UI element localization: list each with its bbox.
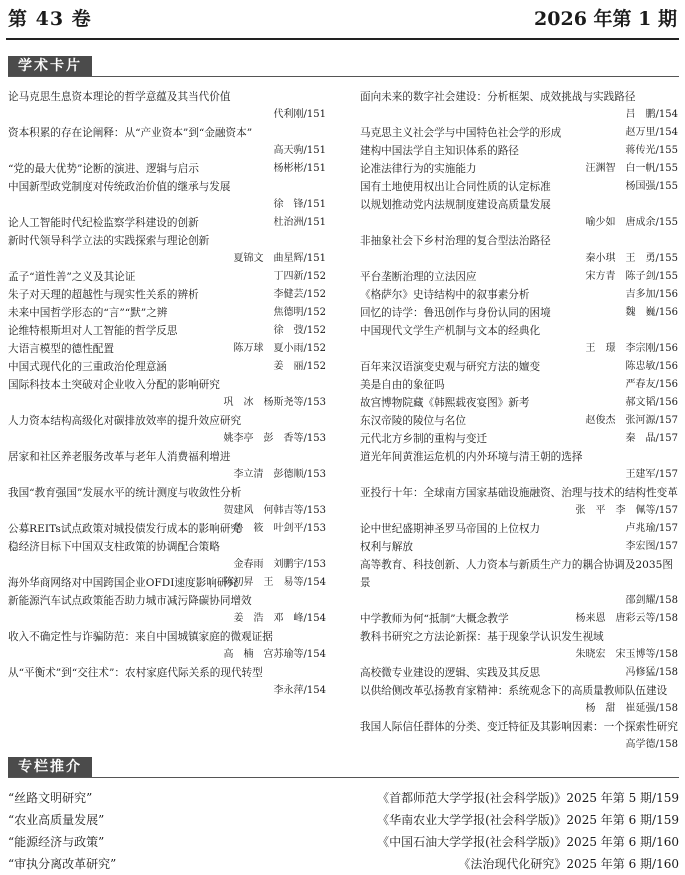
article-author-page: 杨来恩 唐彩云等/158 xyxy=(575,613,678,624)
right-column xyxy=(360,88,678,754)
article-author-page: 高 楠 宫苏瑜等/154 xyxy=(223,649,326,660)
article-title: 我国“教育强国”发展水平的统计测度与收敛性分析 xyxy=(8,487,242,499)
article-author-page: 杨彬彬/151 xyxy=(273,163,326,174)
article-title: 百年来汉语演变史观与研究方法的嬗变 xyxy=(360,361,541,373)
article-title: 我国人际信任群体的分类、变迁特征及其影响因素：一个探索性研究 xyxy=(360,721,678,733)
article-entry xyxy=(8,538,326,574)
article-author-page: 杨国强/155 xyxy=(625,181,678,192)
article-entry xyxy=(360,556,678,610)
article-entry xyxy=(8,484,326,520)
article-author-page: 姚李亭 彭 香等/153 xyxy=(223,433,326,444)
article-entry xyxy=(360,358,678,376)
article-title: 教科书研究之方法论新探：基于现象学认识发生视域 xyxy=(360,631,604,643)
article-author-page: 鲁 筱 叶剑平/153 xyxy=(233,523,326,534)
article-author-page: 张 平 李 佩等/157 xyxy=(575,505,678,516)
article-author-page: 杨 甜 崔延强/158 xyxy=(585,703,678,714)
column-name: “丝路文明研究” xyxy=(8,791,93,805)
article-author-page: 喻少如 唐成余/155 xyxy=(585,217,678,228)
article-entry xyxy=(360,268,678,286)
article-entry xyxy=(360,718,678,754)
article-entry xyxy=(360,448,678,484)
article-author-page: 王建军/157 xyxy=(625,469,678,480)
article-author-page: 严春友/156 xyxy=(625,379,678,390)
article-author-page: 姜 浩 邓 峰/154 xyxy=(233,613,326,624)
article-title: 元代北方乡制的重构与变迁 xyxy=(360,433,488,445)
article-entry xyxy=(360,160,678,178)
article-title: 马克思主义社会学与中国特色社会学的形成 xyxy=(360,127,562,139)
article-author-page: 金春雨 刘鹏宇/153 xyxy=(233,559,326,570)
article-author-page: 代利刚/151 xyxy=(273,109,326,120)
article-entry xyxy=(360,412,678,430)
article-entry xyxy=(8,124,326,160)
article-entry xyxy=(8,88,326,124)
article-author-page: 姜 丽/152 xyxy=(273,361,326,372)
volume-label: 第 43 卷 xyxy=(8,8,92,30)
article-entry xyxy=(360,520,678,538)
article-title: 以供给侧改革弘扬教育家精神：系统观念下的高质量教师队伍建设 xyxy=(360,685,668,697)
article-entry xyxy=(8,268,326,286)
article-title: 中国新型政党制度对传统政治价值的继承与发展 xyxy=(8,181,231,193)
article-title: 亚投行十年：全球南方国家基础设施融资、治理与技术的结构性变革 xyxy=(360,487,678,499)
article-title: 论维特根斯坦对人工智能的哲学反思 xyxy=(8,325,178,337)
article-title: 东汉帝陵的陵位与名位 xyxy=(360,415,466,427)
article-entry xyxy=(8,628,326,664)
article-author-page: 杜治洲/151 xyxy=(273,217,326,228)
article-title: 从“平衡术”到“交往术”：农村家庭代际关系的现代转型 xyxy=(8,667,263,679)
article-entry xyxy=(8,448,326,484)
article-entry xyxy=(360,664,678,682)
article-title: 美是自由的象征吗 xyxy=(360,379,445,391)
article-author-page: 汪渊智 白一帆/155 xyxy=(585,163,678,174)
article-title: 未来中国哲学形态的“言”“默”之辨 xyxy=(8,307,168,319)
article-entry xyxy=(360,430,678,448)
article-title: 论准法律行为的实施能力 xyxy=(360,163,477,175)
article-title: “党的最大优势”论断的演进、逻辑与启示 xyxy=(8,163,199,175)
article-title: 新能源汽车试点政策能否助力城市减污降碳协同增效 xyxy=(8,595,252,607)
article-author-page: 巩 冰 杨斯尧等/153 xyxy=(223,397,326,408)
article-author-page: 高学德/158 xyxy=(625,739,678,750)
article-author-page: 王 璟 李宗刚/156 xyxy=(585,343,678,354)
column-recommend-row xyxy=(8,809,679,831)
article-entry xyxy=(360,394,678,412)
article-author-page: 丁四新/152 xyxy=(273,271,326,282)
article-entry xyxy=(8,286,326,304)
article-author-page: 秦小琪 王 勇/155 xyxy=(585,253,678,264)
article-author-page: 李宏图/157 xyxy=(625,541,678,552)
article-title: 以规划推动党内法规制度建设高质量发展 xyxy=(360,199,551,211)
article-author-page: 陈万球 夏小雨/152 xyxy=(233,343,326,354)
article-author-page: 吉多加/156 xyxy=(625,289,678,300)
article-author-page: 陈忠敏/156 xyxy=(625,361,678,372)
article-title: 资本积累的存在论阐释：从“产业资本”到“金融资本” xyxy=(8,127,253,139)
article-title: 朱子对天理的超越性与现实性关系的辨析 xyxy=(8,289,199,301)
article-author-page: 赵俊杰 张河源/157 xyxy=(585,415,678,426)
article-title: 建构中国法学自主知识体系的路径 xyxy=(360,145,519,157)
article-entry xyxy=(360,322,678,358)
article-title: 稳经济目标下中国双支柱政策的协调配合策略 xyxy=(8,541,220,553)
article-entry xyxy=(8,160,326,178)
article-title: 国际科技本土突破对企业收入分配的影响研究 xyxy=(8,379,220,391)
article-title: 高校微专业建设的逻辑、实践及其反思 xyxy=(360,667,541,679)
article-entry xyxy=(360,142,678,160)
article-entry xyxy=(360,232,678,268)
article-title: 回忆的诗学：鲁迅创作与身份认同的困境 xyxy=(360,307,551,319)
article-title: 故宫博物院藏《韩熙载夜宴图》新考 xyxy=(360,397,530,409)
article-entry xyxy=(360,682,678,718)
column-recommend-list xyxy=(8,787,679,875)
article-title: 孟子“道性善”之义及其论证 xyxy=(8,271,136,283)
article-title: 权利与解放 xyxy=(360,541,413,553)
article-author-page: 魏 巍/156 xyxy=(625,307,678,318)
column-recommend-row xyxy=(8,853,679,875)
article-entry xyxy=(360,610,678,628)
article-author-page: 秦 晶/157 xyxy=(625,433,678,444)
article-entry xyxy=(8,520,326,538)
article-author-page: 李永萍/154 xyxy=(273,685,326,696)
article-author-page: 朱晓宏 宋玉博等/158 xyxy=(575,649,678,660)
article-title: 大语言模型的德性配置 xyxy=(8,343,114,355)
article-entry xyxy=(8,592,326,628)
article-entry xyxy=(360,196,678,232)
article-author-page: 高天驹/151 xyxy=(273,145,326,156)
article-author-page: 蒋传光/155 xyxy=(625,145,678,156)
article-entry xyxy=(8,376,326,412)
journal-source: 《法治现代化研究》2025 年第 6 期/160 xyxy=(458,857,679,871)
article-entry xyxy=(360,538,678,556)
article-entry xyxy=(8,412,326,448)
journal-source: 《首都师范大学学报(社会科学版)》2025 年第 5 期/159 xyxy=(377,791,679,805)
article-title: 高等教育、科技创新、人力资本与新质生产力的耦合协调及2035图景 xyxy=(360,559,673,589)
article-entry xyxy=(8,358,326,376)
left-column xyxy=(8,88,326,700)
section-label-academic-cards: 学术卡片 xyxy=(8,56,92,77)
article-entry xyxy=(360,286,678,304)
article-entry xyxy=(360,484,678,520)
article-entry xyxy=(360,628,678,664)
article-title: 非抽象社会下乡村治理的复合型法治路径 xyxy=(360,235,551,247)
article-title: 道光年间黄淮运危机的内外环境与清王朝的选择 xyxy=(360,451,583,463)
section-divider xyxy=(8,777,679,778)
article-title: 人力资本结构高级化对碳排放效率的提升效应研究 xyxy=(8,415,242,427)
article-author-page: 宋方青 陈子剑/155 xyxy=(585,271,678,282)
article-entry xyxy=(8,178,326,214)
article-author-page: 贺建风 何韩吉等/153 xyxy=(223,505,326,516)
article-author-page: 焦德明/152 xyxy=(273,307,326,318)
article-title: 公募REITs试点政策对城投债发行成本的影响研究 xyxy=(8,523,241,535)
article-title: 平台垄断治理的立法因应 xyxy=(360,271,477,283)
article-title: 《格萨尔》史诗结构中的叙事素分析 xyxy=(360,289,530,301)
article-author-page: 郝文韬/156 xyxy=(625,397,678,408)
section-label-column-recommend: 专栏推介 xyxy=(8,757,92,778)
article-title: 论马克思生息资本理论的哲学意蕴及其当代价值 xyxy=(8,91,231,103)
article-author-page: 李立清 彭德顺/153 xyxy=(233,469,326,480)
article-author-page: 李健芸/152 xyxy=(273,289,326,300)
article-title: 新时代领导科学立法的实践探索与理论创新 xyxy=(8,235,210,247)
article-author-page: 夏锦文 曲星辉/151 xyxy=(233,253,326,264)
article-entry xyxy=(8,574,326,592)
article-author-page: 陈初昇 王 易等/154 xyxy=(223,577,326,588)
column-recommend-row xyxy=(8,787,679,809)
article-title: 居家和社区养老服务改革与老年人消费福利增进 xyxy=(8,451,231,463)
article-title: 中国式现代化的三重政治伦理意涵 xyxy=(8,361,167,373)
article-entry xyxy=(8,322,326,340)
article-author-page: 吕 鹏/154 xyxy=(625,109,678,120)
issue-label: 2026 年第 1 期 xyxy=(534,8,677,30)
article-title: 收入不确定性与诈骗防范：来自中国城镇家庭的微观证据 xyxy=(8,631,273,643)
article-author-page: 卢兆瑜/157 xyxy=(625,523,678,534)
header-rule xyxy=(6,38,679,40)
article-title: 国有土地使用权出让合同性质的认定标准 xyxy=(360,181,551,193)
article-title: 面向未来的数字社会建设：分析框架、成效挑战与实践路径 xyxy=(360,91,636,103)
column-recommend-row xyxy=(8,831,679,853)
article-author-page: 徐 弢/152 xyxy=(273,325,326,336)
article-title: 中国现代文学生产机制与文本的经典化 xyxy=(360,325,541,337)
article-entry xyxy=(360,376,678,394)
article-entry xyxy=(360,88,678,124)
article-entry xyxy=(360,178,678,196)
article-title: 海外华商网络对中国跨国企业OFDI速度影响研究 xyxy=(8,577,238,589)
column-name: “审执分离改革研究” xyxy=(8,857,117,871)
page-header xyxy=(8,4,677,32)
journal-source: 《中国石油大学学报(社会科学版)》2025 年第 6 期/160 xyxy=(377,835,679,849)
article-entry xyxy=(8,664,326,700)
journal-source: 《华南农业大学学报(社会科学版)》2025 年第 6 期/159 xyxy=(377,813,679,827)
article-entry xyxy=(8,304,326,322)
column-name: “农业高质量发展” xyxy=(8,813,105,827)
article-author-page: 赵万里/154 xyxy=(625,127,678,138)
column-name: “能源经济与政策” xyxy=(8,835,105,849)
article-entry xyxy=(8,340,326,358)
article-author-page: 冯修猛/158 xyxy=(625,667,678,678)
article-entry xyxy=(8,232,326,268)
article-author-page: 邵剑耀/158 xyxy=(625,595,678,606)
article-title: 论人工智能时代纪检监察学科建设的创新 xyxy=(8,217,199,229)
article-title: 中学教师为何“抵制”大概念教学 xyxy=(360,613,509,625)
article-author-page: 徐 锋/151 xyxy=(273,199,326,210)
article-entry xyxy=(360,124,678,142)
section-divider xyxy=(8,76,679,77)
article-entry xyxy=(8,214,326,232)
article-title: 论中世纪盛期神圣罗马帝国的上位权力 xyxy=(360,523,541,535)
article-entry xyxy=(360,304,678,322)
